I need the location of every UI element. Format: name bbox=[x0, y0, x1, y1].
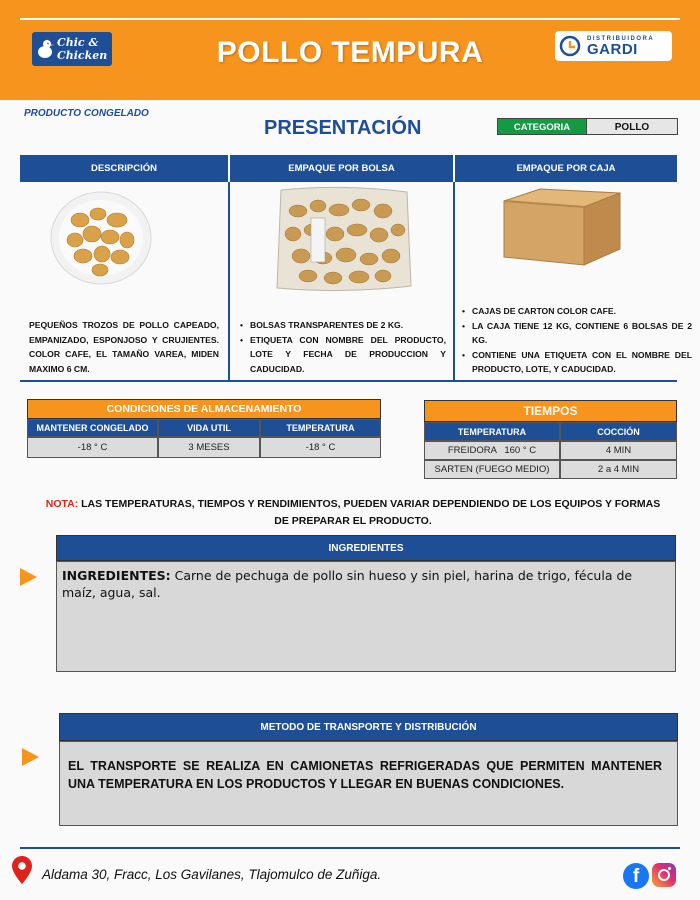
transporte-heading: METODO DE TRANSPORTE Y DISTRIBUCIÓN bbox=[59, 713, 678, 741]
map-pin-icon bbox=[12, 856, 32, 884]
almacenamiento-header: VIDA UTIL bbox=[158, 419, 260, 437]
tiempos-cell: FREIDORA 160 ° C bbox=[424, 441, 560, 460]
ingredientes-body: Carne de pechuga de pollo sin hueso y sin piel, harina de trigo, fécula de maíz, agua, sal. bbox=[62, 568, 633, 600]
logo-left-line1: Chic & bbox=[57, 36, 99, 49]
arrow-icon bbox=[22, 748, 39, 766]
gardi-small-text: DISTRIBUIDORA bbox=[587, 35, 655, 42]
tiempos-title: TIEMPOS bbox=[424, 400, 677, 422]
caja-item: • CONTIENE UNA ETIQUETA CON EL NOMBRE DEL PRODUCTO, LOTE, Y CADUCIDAD. bbox=[460, 348, 692, 377]
caja-list bbox=[460, 304, 692, 377]
category-label: CATEGORIA bbox=[497, 118, 587, 135]
almacenamiento-header: MANTENER CONGELADO bbox=[27, 419, 158, 437]
facebook-icon[interactable]: f bbox=[623, 863, 649, 889]
bolsa-heading: EMPAQUE POR BOLSA bbox=[230, 155, 453, 182]
arrow-icon bbox=[20, 568, 37, 586]
bag-image bbox=[273, 186, 415, 296]
header-divider bbox=[20, 18, 680, 20]
header-banner bbox=[0, 0, 700, 100]
tiempos-cell: 4 MIN bbox=[560, 441, 677, 460]
tiempos-header: COCCIÓN bbox=[560, 422, 677, 441]
caja-heading: EMPAQUE POR CAJA bbox=[455, 155, 677, 182]
footer-address: Aldama 30, Fracc, Los Gavilanes, Tlajomulco de Zuñiga. bbox=[42, 867, 382, 882]
almacenamiento-value: 3 MESES bbox=[158, 437, 260, 458]
ingredientes-label: INGREDIENTES: bbox=[62, 568, 171, 583]
ingredientes-text bbox=[62, 567, 660, 601]
gardi-mark-icon bbox=[559, 33, 581, 59]
product-tag: PRODUCTO CONGELADO bbox=[24, 108, 149, 119]
bolsa-list bbox=[238, 318, 446, 376]
ingredientes-heading: INGREDIENTES bbox=[56, 535, 676, 561]
instagram-ring bbox=[658, 869, 670, 881]
bolsa-item: • BOLSAS TRANSPARENTES DE 2 KG. bbox=[238, 318, 446, 333]
section-divider bbox=[20, 380, 677, 382]
column-divider bbox=[453, 182, 455, 380]
gardi-logo bbox=[555, 31, 672, 61]
nota bbox=[40, 496, 666, 530]
nota-text: LAS TEMPERATURAS, TIEMPOS Y RENDIMIENTOS, PUEDEN VARIAR DEPENDIENDO DE LOS EQUIPOS Y FORMAS DE PREPARAR EL PRODUCTO. bbox=[78, 498, 661, 527]
section-title-presentacion: PRESENTACIÓN bbox=[264, 117, 422, 139]
page-title: POLLO TEMPURA bbox=[216, 36, 484, 69]
almacenamiento-value: -18 ° C bbox=[27, 437, 158, 458]
category-value: POLLO bbox=[587, 118, 678, 135]
almacenamiento-title: CONDICIONES DE ALMACENAMIENTO bbox=[27, 399, 381, 419]
tiempos-cell: 2 a 4 MIN bbox=[560, 460, 677, 479]
footer-divider bbox=[20, 847, 680, 849]
caja-item: • LA CAJA TIENE 12 KG, CONTIENE 6 BOLSAS DE 2 KG. bbox=[460, 319, 692, 348]
descripcion-text: PEQUEÑOS TROZOS DE POLLO CAPEADO, EMPANIZADO, ESPONJOSO Y CRUJIENTES. COLOR CAFE, EL TAMAÑO VAREA, MIDEN MAXIMO 6 CM. bbox=[29, 320, 219, 374]
bolsa-item: • ETIQUETA CON NOMBRE DEL PRODUCTO, LOTE Y FECHA DE PRODUCCION Y CADUCIDAD. bbox=[238, 333, 446, 377]
almacenamiento-value: -18 ° C bbox=[260, 437, 381, 458]
nota-label: NOTA: bbox=[45, 498, 79, 510]
instagram-dot bbox=[668, 867, 671, 870]
chicken-plate-image bbox=[50, 190, 152, 286]
caja-item: • CAJAS DE CARTON COLOR CAFE. bbox=[460, 304, 692, 319]
almacenamiento-header: TEMPERATURA bbox=[260, 419, 381, 437]
descripcion-heading: DESCRIPCIÓN bbox=[20, 155, 228, 182]
transporte-text: EL TRANSPORTE SE REALIZA EN CAMIONETAS REFRIGERADAS QUE PERMITEN MANTENER UNA TEMPERATURA EN LOS PRODUCTOS Y LLEGAR EN BUENAS CONDICIONES. bbox=[68, 759, 662, 791]
box-image bbox=[500, 187, 622, 267]
instagram-icon[interactable] bbox=[652, 863, 676, 887]
gardi-big-text: GARDI bbox=[587, 40, 638, 58]
tiempos-cell: SARTEN (FUEGO MEDIO) bbox=[424, 460, 560, 479]
tiempos-header: TEMPERATURA bbox=[424, 422, 560, 441]
column-divider bbox=[228, 182, 230, 380]
logo-left-line2: Chicken bbox=[57, 49, 108, 62]
